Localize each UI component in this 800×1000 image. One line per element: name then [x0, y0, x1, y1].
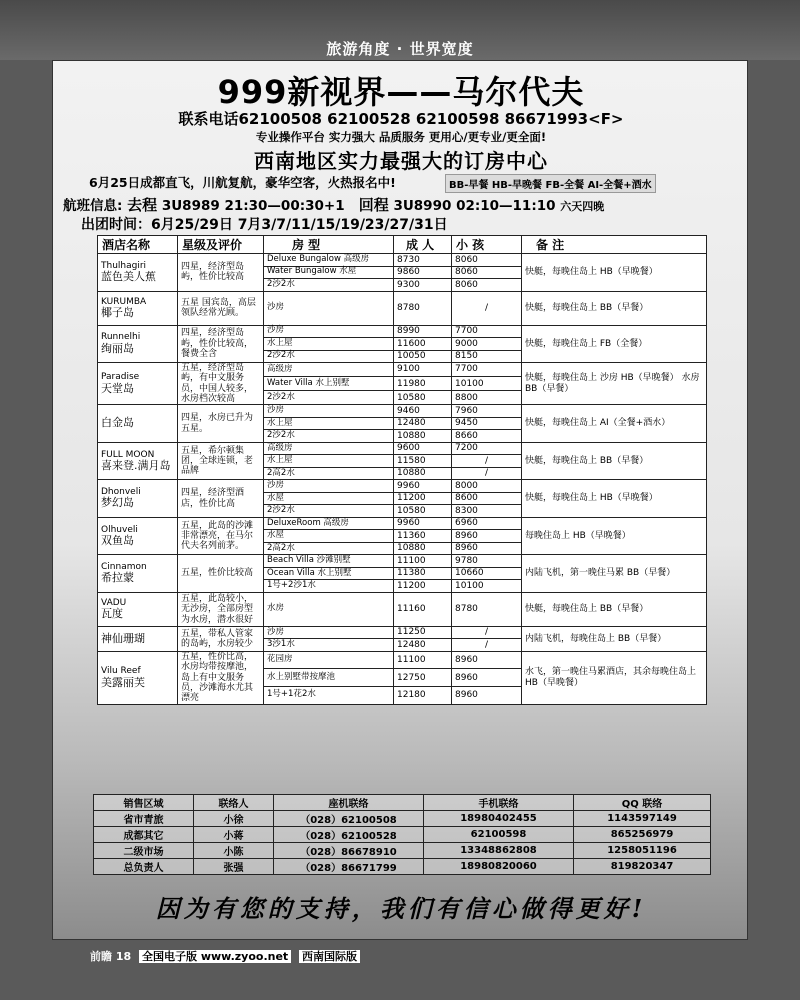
room-type: 2高2水	[264, 542, 394, 555]
hotel-row	[98, 517, 707, 530]
go-label: 去程	[127, 196, 158, 214]
room-type: 水屋	[264, 492, 394, 505]
hotel-row	[98, 363, 707, 377]
room-type: 沙房	[264, 626, 394, 639]
contact-row	[94, 843, 711, 859]
contact-qq: 865256979	[574, 827, 711, 843]
contact-person: 张强	[194, 859, 274, 875]
room-type: 2沙2水	[264, 391, 394, 405]
child-price: 8600	[452, 492, 522, 505]
contact-phone: （028）62100528	[274, 827, 424, 843]
hotel-row	[98, 480, 707, 493]
contact-mobile: 18980402455	[424, 811, 574, 827]
room-type: 1号+2沙1水	[264, 580, 394, 593]
hotel-name-cn: 神仙珊瑚	[101, 631, 145, 645]
hotel-grade: 五星 国宾岛，高层领队经常光顾。	[178, 291, 264, 325]
hotel-note: 快艇，每晚住岛上 AI（全餐+酒水）	[522, 405, 707, 443]
adult-price: 11580	[394, 455, 452, 468]
hotel-name-cn: 希拉蒙	[101, 571, 134, 585]
contacts-col-qq: QQ 联络	[574, 795, 711, 811]
contact-region: 省市青旅	[94, 811, 194, 827]
hotel-note: 快艇，每晚住岛上 BB（早餐）	[522, 442, 707, 480]
child-price: 8300	[452, 505, 522, 518]
hotel-name	[98, 325, 178, 363]
hotel-name-en: FULL MOON	[101, 449, 155, 460]
ad-subtitle: 西南地区实力最强大的订房中心	[254, 149, 548, 173]
child-price: 8960	[452, 542, 522, 555]
adult-price: 8990	[394, 325, 452, 338]
room-type: 2沙2水	[264, 430, 394, 443]
hotel-note: 快艇，每晚住岛上 BB（早餐）	[522, 291, 707, 325]
contacts-table	[93, 794, 711, 875]
adult-price: 8780	[394, 291, 452, 325]
hotel-note: 快艇，每晚住岛上 FB（全餐）	[522, 325, 707, 363]
adult-price: 9300	[394, 279, 452, 292]
footer-page: 前瞻 18	[90, 950, 132, 963]
child-price: 8060	[452, 266, 522, 279]
adult-price: 10880	[394, 467, 452, 480]
hotel-grade: 五星，此岛较小，无沙房，全部房型为水房，潜水很好	[178, 592, 264, 626]
room-type: Water Villa 水上别墅	[264, 377, 394, 391]
child-price: 9780	[452, 555, 522, 568]
col-room: 房 型	[264, 236, 394, 254]
hotel-name-cn: 绚丽岛	[101, 341, 134, 355]
room-type: 沙房	[264, 405, 394, 418]
room-type: 水上别墅带按摩池	[264, 669, 394, 687]
contacts-header	[94, 795, 711, 811]
adult-price: 12480	[394, 639, 452, 652]
adult-price: 12480	[394, 417, 452, 430]
hotel-note: 快艇，每晚住岛上 BB（早餐）	[522, 592, 707, 626]
child-price: 7700	[452, 363, 522, 377]
contact-qq: 1258051196	[574, 843, 711, 859]
room-type: Deluxe Bungalow 高级房	[264, 254, 394, 267]
adult-price: 9100	[394, 363, 452, 377]
contacts-col-region: 销售区域	[94, 795, 194, 811]
hotel-grade: 四星，经济型岛屿，性价比较高，餐费全含	[178, 325, 264, 363]
hotel-name-en: Olhuveli	[101, 524, 138, 535]
service-slogan: 专业操作平台 实力强大 品质服务 更用心/更专业/更全面!	[255, 130, 547, 144]
adult-price: 12750	[394, 669, 452, 687]
room-type: DeluxeRoom 高级房	[264, 517, 394, 530]
hotel-name	[98, 517, 178, 555]
hotel-note: 快艇，每晚住岛上 HB（早晚餐）	[522, 254, 707, 292]
room-type: Ocean Villa 水上别墅	[264, 567, 394, 580]
child-price: 8660	[452, 430, 522, 443]
hotel-name-en: VADU	[101, 597, 127, 608]
hotel-row	[98, 555, 707, 568]
child-price: 6960	[452, 517, 522, 530]
child-price: 7700	[452, 325, 522, 338]
adult-price: 10880	[394, 430, 452, 443]
footer-edition: 西南国际版	[299, 950, 360, 963]
hotel-name	[98, 651, 178, 704]
contact-phone: （028）62100508	[274, 811, 424, 827]
contact-phone: （028）86671799	[274, 859, 424, 875]
adult-price: 11980	[394, 377, 452, 391]
adult-price: 11200	[394, 580, 452, 593]
contact-person: 小陈	[194, 843, 274, 859]
contacts-col-phone: 座机联络	[274, 795, 424, 811]
hotel-row	[98, 592, 707, 626]
room-type: 高级房	[264, 442, 394, 455]
child-price: 8060	[452, 279, 522, 292]
footer-site: 全国电子版 www.zyoo.net	[139, 950, 291, 963]
col-hotel: 酒店名称	[98, 236, 178, 254]
go-flight: 3U8989 21:30—00:30+1	[161, 198, 345, 214]
child-price: 9450	[452, 417, 522, 430]
hotel-name	[98, 480, 178, 518]
trip-days: 六天四晚	[560, 200, 605, 213]
room-type: 水屋	[264, 530, 394, 543]
hotel-name-en: KURUMBA	[101, 296, 147, 307]
adult-price: 10880	[394, 542, 452, 555]
adult-price: 9460	[394, 405, 452, 418]
hotel-name	[98, 291, 178, 325]
hotel-grade: 五星，带私人管家的岛屿，水房较少	[178, 626, 264, 651]
child-price: 8960	[452, 687, 522, 705]
child-price: 8060	[452, 254, 522, 267]
hotel-name-cn: 梦幻岛	[101, 496, 134, 510]
adult-price: 10580	[394, 391, 452, 405]
room-type: 3沙1水	[264, 639, 394, 652]
child-price: 7200	[452, 442, 522, 455]
adult-price: 9860	[394, 266, 452, 279]
room-type: 1号+1花2水	[264, 687, 394, 705]
hotel-grade: 四星，经济型岛屿，性价比较高	[178, 254, 264, 292]
departure-dates: 出团时间：6月25/29日 7月3/7/11/15/19/23/27/31日	[81, 217, 448, 233]
contact-region: 成都其它	[94, 827, 194, 843]
child-price: 10100	[452, 580, 522, 593]
hotel-note: 水飞，第一晚住马累酒店，其余每晚住岛上 HB（早晚餐）	[522, 651, 707, 704]
hotel-row	[98, 291, 707, 325]
bottom-slogan: 因为有您的支持，我们有信心做得更好!	[155, 894, 647, 923]
room-type: Beach Villa 沙滩别墅	[264, 555, 394, 568]
adult-price: 11100	[394, 651, 452, 669]
hotel-note: 每晚住岛上 HB（早晚餐）	[522, 517, 707, 555]
meal-legend: BB-早餐 HB-早晚餐 FB-全餐 AI-全餐+酒水	[445, 174, 656, 193]
hotel-grade: 五星，性价比高，水房均带按摩池，岛上有中文服务员，沙滩海水尤其漂亮	[178, 651, 264, 704]
child-price: /	[452, 467, 522, 480]
child-price: 10100	[452, 377, 522, 391]
child-price: 8960	[452, 530, 522, 543]
hotel-name-en: Dhonveli	[101, 487, 141, 498]
contacts-col-person: 联络人	[194, 795, 274, 811]
child-price: /	[452, 639, 522, 652]
hotel-name-cn: 天堂岛	[101, 381, 134, 395]
col-note: 备 注	[522, 236, 707, 254]
hotel-note: 快艇，每晚住岛上 沙房 HB（早晚餐） 水房 BB（早餐）	[522, 363, 707, 405]
contact-person: 小徐	[194, 811, 274, 827]
hotel-row	[98, 325, 707, 338]
adult-price: 8730	[394, 254, 452, 267]
hotel-grade: 四星，经济型酒店，性价比高	[178, 480, 264, 518]
adult-price: 10580	[394, 505, 452, 518]
child-price: /	[452, 455, 522, 468]
hotel-name-en: Runnelhi	[101, 332, 141, 343]
page-footer	[90, 948, 360, 964]
hotel-name-en: Thulhagiri	[101, 260, 147, 271]
hotel-name	[98, 442, 178, 480]
hotel-grade: 五星，经济型岛屿，有中文服务员，中国人较多，水房档次较高	[178, 363, 264, 405]
adult-price: 12180	[394, 687, 452, 705]
adult-price: 11360	[394, 530, 452, 543]
room-type: 2高2水	[264, 467, 394, 480]
magazine-tagline: 旅游角度 · 世界宽度	[326, 40, 474, 58]
contact-mobile: 13348862808	[424, 843, 574, 859]
col-grade: 星级及评价	[178, 236, 264, 254]
flight-info	[63, 194, 604, 215]
hotel-row	[98, 651, 707, 669]
room-type: Water Bungalow 水屋	[264, 266, 394, 279]
adult-price: 9600	[394, 442, 452, 455]
hotel-grade: 五星，性价比较高	[178, 555, 264, 593]
hotel-name	[98, 254, 178, 292]
room-type: 沙房	[264, 480, 394, 493]
adult-price: 9960	[394, 517, 452, 530]
hotel-note: 内陆飞机，第一晚住马累 BB（早餐）	[522, 555, 707, 593]
contact-row	[94, 827, 711, 843]
adult-price: 11250	[394, 626, 452, 639]
hotel-name-cn: 椰子岛	[101, 305, 134, 319]
adult-price: 11600	[394, 338, 452, 351]
hotel-name	[98, 555, 178, 593]
ad-page	[52, 60, 748, 940]
child-price: 8780	[452, 592, 522, 626]
contact-qq: 1143597149	[574, 811, 711, 827]
hotel-name-cn: 白金岛	[101, 416, 134, 430]
child-price: 8000	[452, 480, 522, 493]
contact-region: 总负责人	[94, 859, 194, 875]
hotel-price-table	[97, 235, 707, 705]
hotel-row	[98, 442, 707, 455]
contact-region: 二级市场	[94, 843, 194, 859]
child-price: 8960	[452, 669, 522, 687]
hotel-row	[98, 626, 707, 639]
contact-mobile: 62100598	[424, 827, 574, 843]
adult-price: 11380	[394, 567, 452, 580]
hotel-name-cn: 喜来登.满月岛	[101, 458, 171, 472]
hotel-note: 内陆飞机，每晚住岛上 BB（早餐）	[522, 626, 707, 651]
contact-person: 小蒋	[194, 827, 274, 843]
contact-row	[94, 811, 711, 827]
room-type: 2沙2水	[264, 350, 394, 363]
hotel-name-cn: 双鱼岛	[101, 533, 134, 547]
hotel-name-en: Cinnamon	[101, 562, 147, 573]
room-type: 水上屋	[264, 338, 394, 351]
room-type: 沙房	[264, 325, 394, 338]
col-adult: 成 人	[394, 236, 452, 254]
contact-phones: 联系电话62100508 62100528 62100598 86671993<F>	[178, 110, 624, 128]
child-price: 8800	[452, 391, 522, 405]
adult-price: 11160	[394, 592, 452, 626]
child-price: 8150	[452, 350, 522, 363]
back-label: 回程	[358, 196, 389, 214]
hotel-row	[98, 254, 707, 267]
contact-row	[94, 859, 711, 875]
child-price: 8960	[452, 651, 522, 669]
child-price: 7960	[452, 405, 522, 418]
hotel-name	[98, 626, 178, 651]
contact-qq: 819820347	[574, 859, 711, 875]
child-price: 10660	[452, 567, 522, 580]
room-type: 水上屋	[264, 455, 394, 468]
hotel-name-en: Vilu Reef	[101, 666, 141, 677]
room-type: 高级房	[264, 363, 394, 377]
hotel-note: 快艇，每晚住岛上 HB（早晚餐）	[522, 480, 707, 518]
child-price: 9000	[452, 338, 522, 351]
room-type: 水上屋	[264, 417, 394, 430]
hotel-name-en: Paradise	[101, 372, 140, 383]
hotel-row	[98, 405, 707, 418]
hotel-grade: 五星，此岛的沙滩非常漂亮，在马尔代夫名列前茅。	[178, 517, 264, 555]
ad-title: 999新视界——马尔代夫	[217, 73, 585, 111]
adult-price: 11100	[394, 555, 452, 568]
hotel-grade: 五星，希尔顿集团，全球连锁，老品牌	[178, 442, 264, 480]
hotel-grade: 四星，水房已升为五星。	[178, 405, 264, 443]
room-type: 沙房	[264, 291, 394, 325]
flight-promo-note: 6月25日成都直飞，川航复航，豪华空客，火热报名中!	[89, 175, 396, 190]
hotel-name	[98, 405, 178, 443]
child-price: /	[452, 291, 522, 325]
room-type: 2沙2水	[264, 505, 394, 518]
hotel-table-header	[98, 236, 707, 254]
hotel-name-cn: 瓦度	[101, 607, 123, 621]
contact-mobile: 18980820060	[424, 859, 574, 875]
room-type: 2沙2水	[264, 279, 394, 292]
child-price: /	[452, 626, 522, 639]
back-flight: 3U8990 02:10—11:10	[393, 198, 556, 214]
adult-price: 10050	[394, 350, 452, 363]
room-type: 水房	[264, 592, 394, 626]
hotel-name	[98, 592, 178, 626]
flight-info-label: 航班信息:	[63, 198, 123, 214]
room-type: 花园房	[264, 651, 394, 669]
hotel-name-cn: 蓝色美人蕉	[101, 270, 156, 284]
adult-price: 11200	[394, 492, 452, 505]
col-child: 小 孩	[452, 236, 522, 254]
hotel-name-cn: 美露丽芙	[101, 675, 145, 689]
hotel-name	[98, 363, 178, 405]
contacts-col-mobile: 手机联络	[424, 795, 574, 811]
adult-price: 9960	[394, 480, 452, 493]
contact-phone: （028）86678910	[274, 843, 424, 859]
